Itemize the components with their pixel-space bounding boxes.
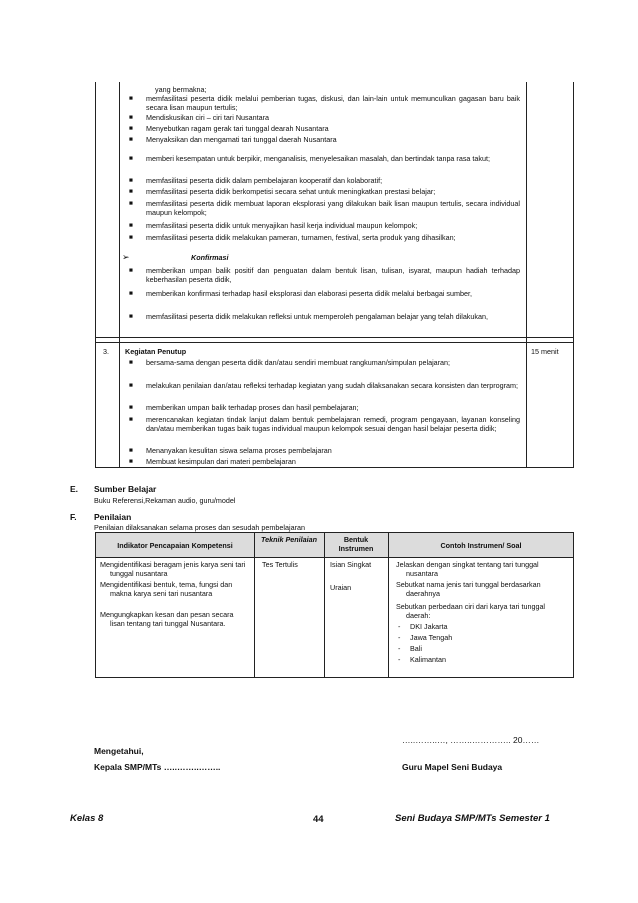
contoh-item: Sebutkan perbedaan ciri dari karya tari tunggal daerah:: [396, 602, 546, 621]
contoh-item: Sebutkat nama jenis tari tunggal berdasarkan daerahnya: [396, 580, 541, 599]
dash-bullet-icon: -: [398, 644, 401, 653]
dash-bullet-icon: -: [398, 622, 401, 631]
guru-label: Guru Mapel Seni Budaya: [402, 762, 503, 772]
list-item: memberikan konfirmasi terhadap hasil eksplorasi dan elaborasi peserta didik melalui berbagai sumber,: [146, 289, 473, 298]
header-contoh: Contoh Instrumen/ Soal: [440, 541, 522, 550]
header-bentuk: Bentuk Instrumen: [338, 535, 374, 554]
header-indikator: Indikator Pencapaian Kompetensi: [117, 541, 233, 550]
region-item: DKI Jakarta: [410, 622, 448, 631]
section-title: Penilaian: [94, 512, 132, 522]
bullet-icon: ■: [129, 404, 133, 411]
list-item: bersama-sama dengan peserta didik dan/atau sendiri membuat rangkuman/simpulan pelajaran;: [146, 358, 451, 367]
bullet-icon: ■: [129, 95, 133, 102]
bullet-icon: ■: [129, 155, 133, 162]
bullet-icon: ■: [129, 382, 133, 389]
list-item: merencanakan kegiatan tindak lanjut dalam bentuk pembelajaran remedi, program pengayaan, layanan konseling dan/atau memberikan tugas baik tugas individual maupun kelompok sesuai dengan hasil belajar peserta didik;: [146, 415, 520, 434]
penutup-time: 15 menit: [531, 347, 559, 356]
bullet-icon: ■: [129, 200, 133, 207]
list-item: memberi kesempatan untuk berpikir, menganalisis, menyelesaikan masalah, dan bertindak tanpa rasa takut;: [146, 154, 490, 163]
list-item: Mendiskusikan ciri – ciri tari Nusantara: [146, 113, 270, 122]
list-item: memfasilitasi peserta didik dalam pembelajaran kooperatif dan kolaboratif;: [146, 176, 383, 185]
list-item: yang bermakna;: [155, 85, 207, 94]
konfirmasi-heading: Konfirmasi: [191, 253, 229, 262]
bullet-icon: ■: [129, 177, 133, 184]
region-item: Jawa Tengah: [410, 633, 453, 642]
header-teknik: Teknik Penilaian: [260, 535, 318, 544]
dash-bullet-icon: -: [398, 655, 401, 664]
bullet-icon: ■: [129, 114, 133, 121]
list-item: Menanyakan kesulitan siswa selama proses pembelajaran: [146, 446, 332, 455]
list-item: memberikan umpan balik terhadap proses dan hasil pembelajaran;: [146, 403, 359, 412]
list-item: Menyaksikan dan mengamati tari tunggal daerah Nusantara: [146, 135, 337, 144]
indicator-item: Mengungkapkan kesan dan pesan secara lisan tentang tari tunggal Nusantara.: [100, 610, 234, 629]
list-item: Membuat kesimpulan dari materi pembelajaran: [146, 457, 296, 466]
section-letter: F.: [70, 512, 77, 522]
section-text: Buku Referensi,Rekaman audio, guru/model: [94, 496, 236, 505]
list-item: memfasilitasi peserta didik melalui pemberian tugas, diskusi, dan lain-lain untuk memunculkan gagasan baru baik secara lisan maupun tertulis;: [146, 94, 520, 113]
bullet-icon: ■: [129, 267, 133, 274]
list-item: memfasilitasi peserta didik melakukan pameran, turnamen, festival, serta produk yang dihasilkan;: [146, 233, 456, 242]
bullet-icon: ■: [129, 188, 133, 195]
bullet-icon: ■: [129, 359, 133, 366]
kepala-label: Kepala SMP/MTs …..……..……..: [94, 762, 221, 772]
section-text: Penilaian dilaksanakan selama proses dan sesudah pembelajaran: [94, 523, 305, 532]
region-item: Bali: [410, 644, 422, 653]
dash-bullet-icon: -: [398, 633, 401, 642]
bentuk-value: Isian Singkat: [330, 560, 372, 569]
section-title: Sumber Belajar: [94, 484, 157, 494]
list-item: melakukan penilaian dan/atau refleksi terhadap kegiatan yang sudah dilaksanakan secara konsisten dan terprogram;: [146, 381, 518, 390]
bentuk-value: Uraian: [330, 583, 352, 592]
section-letter: E.: [70, 484, 79, 494]
bullet-icon: ■: [129, 447, 133, 454]
list-item: Menyebutkan ragam gerak tari tunggal dearah Nusantara: [146, 124, 329, 133]
indicator-item: Mengidentifikasi bentuk, tema, fungsi dan makna karya seni tari nusantara: [100, 580, 233, 599]
footer-class: Kelas 8: [70, 813, 104, 824]
bullet-icon: ■: [129, 458, 133, 465]
bullet-icon: ■: [129, 313, 133, 320]
list-item: memberikan umpan balik positif dan penguatan dalam bentuk lisan, tulisan, isyarat, maupun hadiah terhadap keberhasilan peserta didik,: [146, 266, 520, 285]
list-item: memfasilitasi peserta didik membuat laporan eksplorasi yang dilakukan baik lisan maupun tertulis, secara individual maupun kelompok;: [146, 199, 520, 218]
region-item: Kalimantan: [410, 655, 446, 664]
page-number: 44: [313, 814, 324, 825]
teknik-value: Tes Tertulis: [262, 560, 298, 569]
bullet-icon: ■: [129, 290, 133, 297]
contoh-item: Jelaskan dengan singkat tentang tari tunggal nusantara: [396, 560, 539, 579]
arrow-bullet-icon: ➢: [122, 252, 130, 262]
bullet-icon: ■: [129, 416, 133, 423]
bullet-icon: ■: [129, 136, 133, 143]
list-item: memfasilitasi peserta didik berkompetisi secara sehat untuk meningkatkan prestasi belajar;: [146, 187, 436, 196]
footer-title: Seni Budaya SMP/MTs Semester 1: [395, 813, 550, 824]
bullet-icon: ■: [129, 125, 133, 132]
list-item: memfasilitasi peserta didik untuk menyajikan hasil kerja individual maupun kelompok;: [146, 221, 418, 230]
indicator-item: Mengidentifikasi beragam jenis karya seni tari tunggal nusantara: [100, 560, 246, 579]
list-item: memfasilitasi peserta didik melakukan refleksi untuk memperoleh pengalaman belajar yang telah dilakukan,: [146, 312, 488, 321]
penutup-title: Kegiatan Penutup: [125, 347, 187, 356]
mengetahui-label: Mengetahui,: [94, 746, 144, 756]
place-date: …..……..…, ……..………….. 20……: [402, 735, 540, 745]
row-number: 3.: [103, 347, 109, 356]
bullet-icon: ■: [129, 222, 133, 229]
bullet-icon: ■: [129, 234, 133, 241]
